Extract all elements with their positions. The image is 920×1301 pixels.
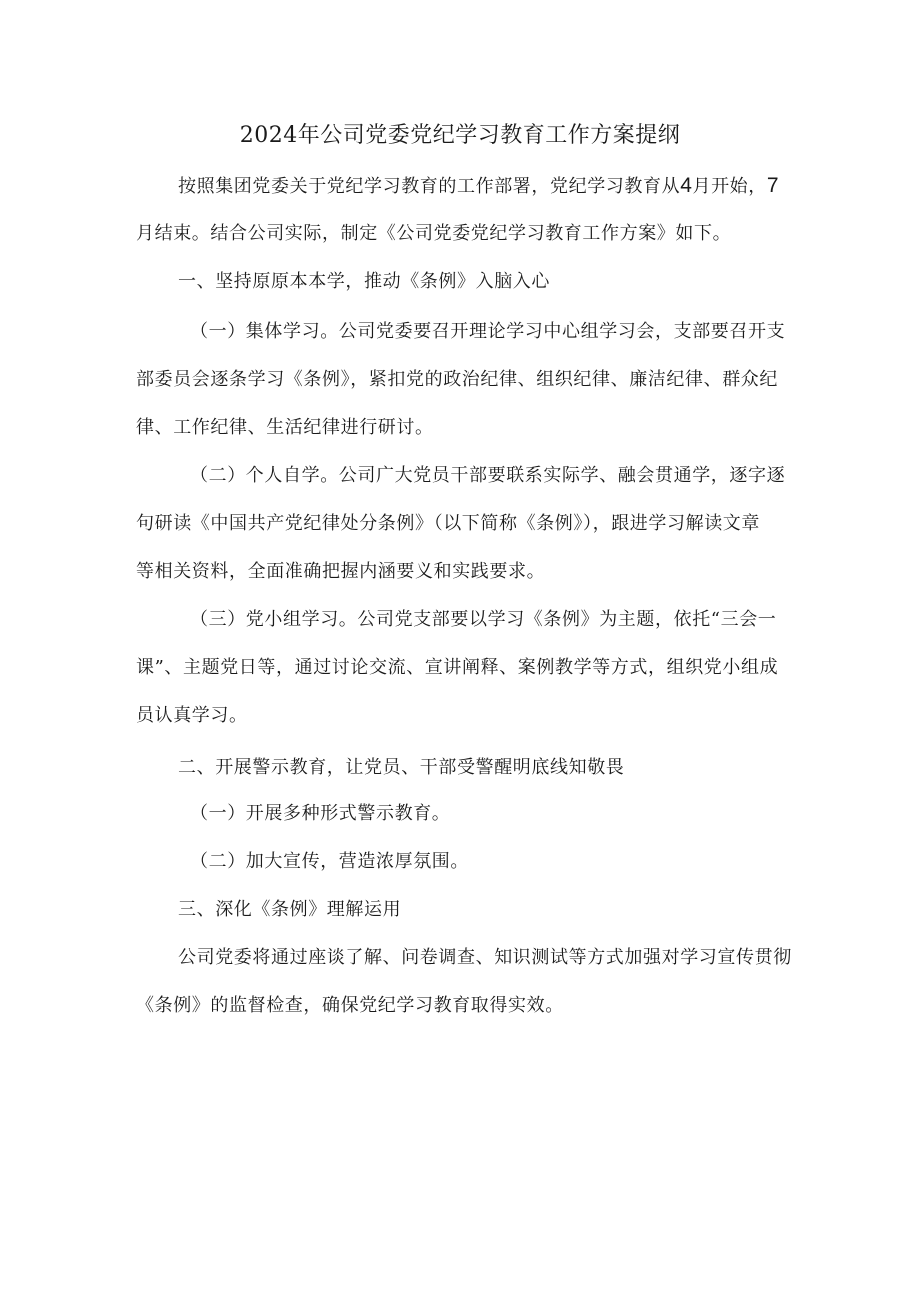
section-1-heading: 一、坚持原原本本学，推动《条例》入脑入心: [178, 271, 550, 292]
section-2-item-1: （一）开展多种形式警示教育。: [190, 803, 451, 824]
document-title: 2024年公司党委党纪学习教育工作方案提纲: [239, 123, 681, 148]
intro-month-start: 4: [680, 174, 693, 197]
intro-month-end: 7: [766, 174, 780, 197]
intro-text-a: 按照集团党委关于党纪学习教育的工作部署，党纪学习教育从: [178, 176, 681, 197]
intro-line-1: [178, 170, 779, 202]
section-3-heading: 三、深化《条例》理解运用: [178, 899, 402, 920]
section-2-item-2: （二）加大宣传，营造浓厚氛围。: [190, 851, 469, 872]
section-1-item-2-line-1: （二）个人自学。公司广大党员干部要联系实际学、融会贯通学，逐字逐: [190, 465, 786, 486]
section-1-item-1-line-2: 部委员会逐条学习《条例》，紧扣党的政治纪律、组织纪律、廉洁纪律、群众纪: [136, 369, 778, 390]
section-1-item-2-line-3: 等相关资料，全面准确把握内涵要义和实践要求。: [136, 561, 546, 582]
section-2-heading: 二、开展警示教育，让党员、干部受警醒明底线知敬畏: [178, 757, 625, 778]
section-1-item-1-line-3: 律、工作纪律、生活纪律进行研讨。: [136, 417, 434, 438]
intro-line-2: 月结束。结合公司实际，制定《公司党委党纪学习教育工作方案》如下。: [136, 223, 732, 244]
section-1-item-3-line-1: （三）党小组学习。公司党支部要以学习《条例》为主题，依托“三会一: [190, 609, 777, 630]
section-1-item-3-line-2: 课”、主题党日等，通过讨论交流、宣讲阐释、案例教学等方式，组织党小组成: [136, 657, 779, 678]
section-3-body-line-1: 公司党委将通过座谈了解、问卷调查、知识测试等方式加强对学习宣传贯彻: [178, 947, 792, 968]
section-1-item-1-line-1: （一）集体学习。公司党委要召开理论学习中心组学习会，支部要召开支: [190, 321, 786, 342]
section-1-item-2-line-2: 句研读《中国共产党纪律处分条例》（以下简称《条例》），跟进学习解读文章: [136, 513, 760, 534]
section-1-item-3-line-3: 员认真学习。: [136, 705, 248, 726]
intro-text-b: 月开始，: [692, 176, 767, 197]
section-3-body-line-2: 《条例》的监督检查，确保党纪学习教育取得实效。: [136, 995, 564, 1016]
